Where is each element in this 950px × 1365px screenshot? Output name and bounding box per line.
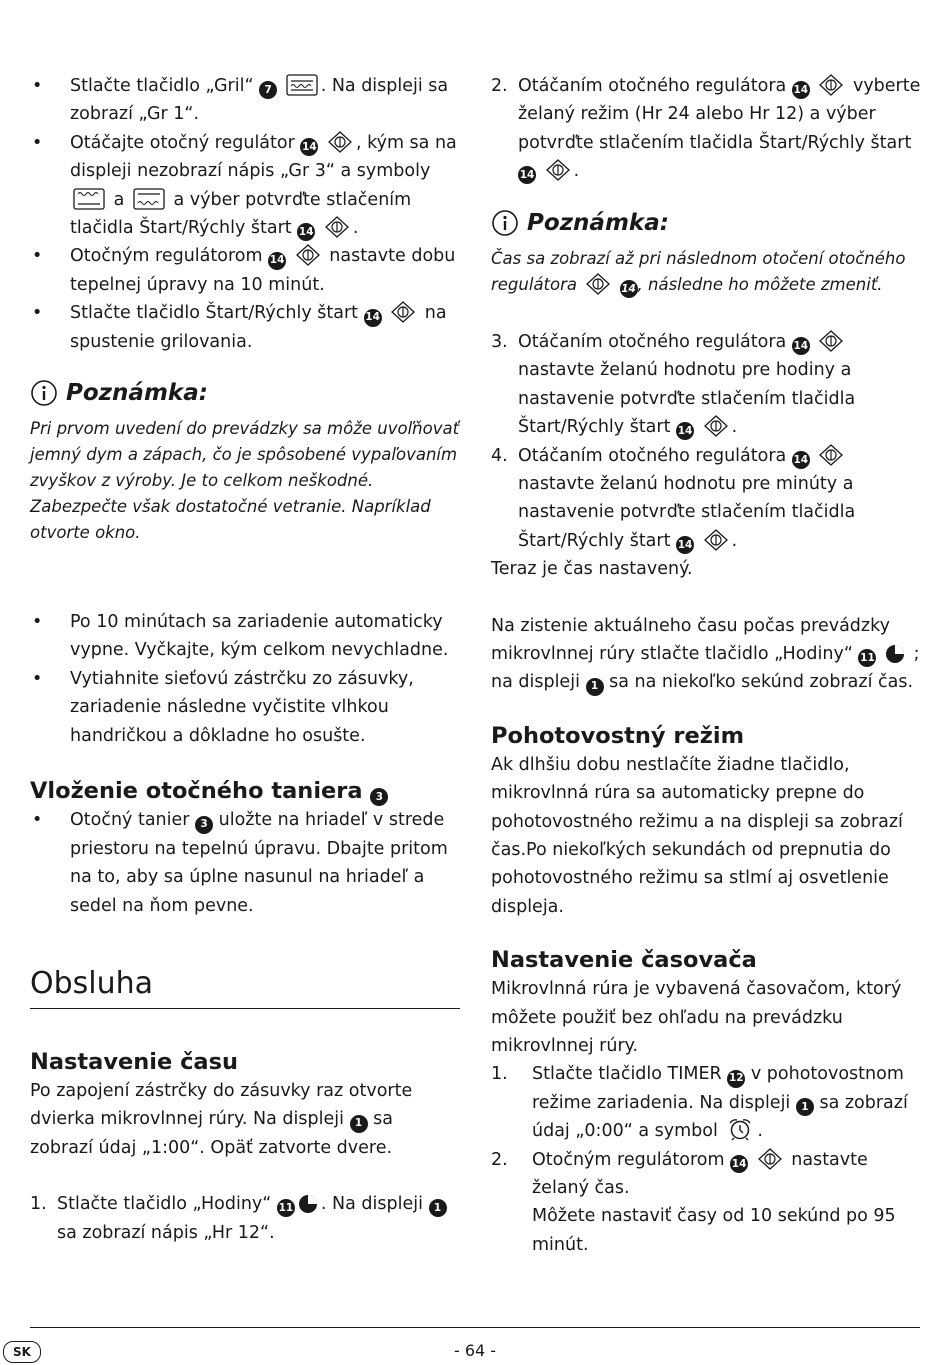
list-item: • Otáčajte otočný regulátor 14 , kým sa na displeji nezobrazí nápis „Gr 3“ a symboly a a výber potvrďte stlačením tlačidla Štart/Rýchly štart 14 . bbox=[30, 129, 460, 243]
list-item: • Vytiahnite sieťovú zástrčku zo zásuvky, zariadenie následne vyčistite vlhkou handričkou a dôkladne ho osušte. bbox=[30, 665, 460, 750]
info-icon bbox=[30, 379, 58, 407]
rotary-knob-icon bbox=[327, 131, 353, 153]
ref-number: 14 bbox=[518, 166, 536, 184]
footer-divider bbox=[30, 1327, 920, 1328]
rotary-knob-icon bbox=[703, 529, 729, 551]
rotary-knob-icon bbox=[703, 415, 729, 437]
ref-number: 14 bbox=[297, 223, 315, 241]
step-item: 2. Otáčaním otočného regulátora 14 vyberte želaný režim (Hr 24 alebo Hr 12) a výber potvrďte stlačením tlačidla Štart/Rýchly štart 14 . bbox=[491, 72, 921, 186]
ref-number: 1 bbox=[586, 678, 604, 696]
right-column bbox=[491, 72, 921, 1259]
paragraph: Teraz je čas nastavený. bbox=[491, 559, 693, 580]
ref-number: 3 bbox=[370, 788, 388, 806]
rotary-knob-icon bbox=[295, 244, 321, 266]
grill-button-icon bbox=[286, 74, 318, 96]
step-item: 4. Otáčaním otočného regulátora 14 nastavte želanú hodnotu pre minúty a nastavenie potvrďte stlačením tlačidla Štart/Rýchly štart 14 . bbox=[491, 442, 921, 556]
note-text: Pri prvom uvedení do prevádzky sa môže uvoľňovať jemný dym a zápach, čo je spôsobené vypaľovaním zvyškov z výroby. Je to celkom neškodné. Zabezpečte však dostatočné vetranie. Napríklad otvorte okno. bbox=[30, 419, 460, 543]
note-text: Čas sa zobrazí až pri následnom otočení otočného regulátora 14 , následne ho môžete zmeniť. bbox=[491, 246, 921, 298]
ref-number: 14 bbox=[300, 138, 318, 156]
step-item: 2. Otočným regulátorom 14 nastavte želaný čas. bbox=[491, 1149, 868, 1199]
ref-number: 1 bbox=[429, 1199, 447, 1217]
ref-number: 14 bbox=[620, 280, 638, 298]
rotary-knob-icon bbox=[390, 301, 416, 323]
paragraph: Mikrovlnná rúra je vybavená časovačom, ktorý môžete použiť bez ohľadu na prevádzku mikrovlnnej rúry. bbox=[491, 979, 902, 1056]
paragraph: Môžete nastaviť časy od 10 sekúnd po 95 minút. bbox=[532, 1206, 896, 1255]
step-item: 1. Stlačte tlačidlo TIMER 12 v pohotovostnom režime zariadenia. Na displeji 1 sa zobrazí údaj „0:00“ a symbol . bbox=[491, 1064, 908, 1142]
ref-number: 11 bbox=[277, 1199, 295, 1217]
ref-number: 14 bbox=[730, 1155, 748, 1173]
paragraph: Po zapojení zástrčky do zásuvky raz otvorte dvierka mikrovlnnej rúry. Na displeji 1 sa zobrazí údaj „1:00“. Opäť zatvorte dvere. bbox=[30, 1080, 413, 1158]
list-item: • Otočný tanier 3 uložte na hriadeľ v strede priestoru na tepelnú úpravu. Dbajte pritom na to, aby sa úplne nasunul na hriadeľ a sedel na ňom pevne. bbox=[30, 806, 460, 920]
list-item: • Stlačte tlačidlo Štart/Rýchly štart 14 na spustenie grilovania. bbox=[30, 299, 460, 356]
note-heading: Poznámka: bbox=[491, 208, 921, 238]
section-heading: Nastavenie časovača bbox=[491, 947, 757, 974]
ref-number: 14 bbox=[364, 309, 382, 327]
rotary-knob-icon bbox=[324, 216, 350, 238]
info-icon bbox=[491, 209, 519, 237]
section-heading: Vloženie otočného taniera 3 bbox=[30, 776, 460, 806]
paragraph: Ak dlhšiu dobu nestlačíte žiadne tlačidlo, mikrovlnná rúra sa automaticky prepne do pohotovostného režimu a na displeji sa zobrazí čas.Po niekoľkých sekundách od prepnutia do pohotovostného režimu sa stlmí aj osvetlenie displeja. bbox=[491, 754, 903, 917]
rotary-knob-icon bbox=[818, 330, 844, 352]
ref-number: 14 bbox=[792, 337, 810, 355]
language-badge: SK bbox=[3, 1341, 41, 1363]
list-item: • Otočným regulátorom 14 nastavte dobu tepelnej úpravy na 10 minút. bbox=[30, 242, 460, 299]
ref-number: 14 bbox=[792, 81, 810, 99]
ref-number: 14 bbox=[268, 252, 286, 270]
ref-number: 14 bbox=[792, 451, 810, 469]
grill-top-icon bbox=[73, 188, 105, 210]
section-heading: Pohotovostný režim bbox=[491, 722, 745, 749]
rotary-knob-icon bbox=[757, 1148, 783, 1170]
chapter-heading: Obsluha bbox=[30, 965, 154, 1001]
paragraph: Na zistenie aktuálneho času počas prevádzky mikrovlnnej rúry stlačte tlačidlo „Hodiny“ 11 ; na displeji 1 sa na niekoľko sekúnd zobrazí čas. bbox=[491, 612, 921, 697]
grill-bottom-icon bbox=[133, 188, 165, 210]
rotary-knob-icon bbox=[818, 74, 844, 96]
clock-icon bbox=[298, 1194, 318, 1214]
chapter-heading-block bbox=[30, 964, 460, 1009]
rotary-knob-icon bbox=[585, 273, 611, 295]
list-item: • Po 10 minútach sa zariadenie automaticky vypne. Vyčkajte, kým celkom nevychladne. bbox=[30, 608, 460, 665]
clock-icon bbox=[885, 644, 905, 664]
left-column bbox=[30, 72, 460, 1247]
page-number: - 64 - bbox=[453, 1341, 497, 1360]
step-item: 1. Stlačte tlačidlo „Hodiny“ 11 . Na displeji 1 sa zobrazí nápis „Hr 12“. bbox=[30, 1190, 460, 1247]
ref-number: 11 bbox=[858, 649, 876, 667]
list-item: • Stlačte tlačidlo „Gril“ 7 . Na displeji sa zobrazí „Gr 1“. bbox=[30, 72, 460, 129]
ref-number: 12 bbox=[727, 1070, 745, 1088]
section-heading: Nastavenie času bbox=[30, 1048, 239, 1075]
rotary-knob-icon bbox=[818, 444, 844, 466]
ref-number: 1 bbox=[350, 1115, 368, 1133]
rotary-knob-icon bbox=[545, 159, 571, 181]
alarm-clock-icon bbox=[726, 1117, 754, 1141]
ref-number: 14 bbox=[676, 536, 694, 554]
ref-number: 14 bbox=[676, 422, 694, 440]
step-item: 3. Otáčaním otočného regulátora 14 nastavte želanú hodnotu pre hodiny a nastavenie potvrďte stlačením tlačidla Štart/Rýchly štart 14 . bbox=[491, 328, 921, 442]
ref-number: 7 bbox=[259, 81, 277, 99]
note-heading: Poznámka: bbox=[30, 378, 460, 408]
ref-number: 3 bbox=[195, 816, 213, 834]
ref-number: 1 bbox=[796, 1098, 814, 1116]
